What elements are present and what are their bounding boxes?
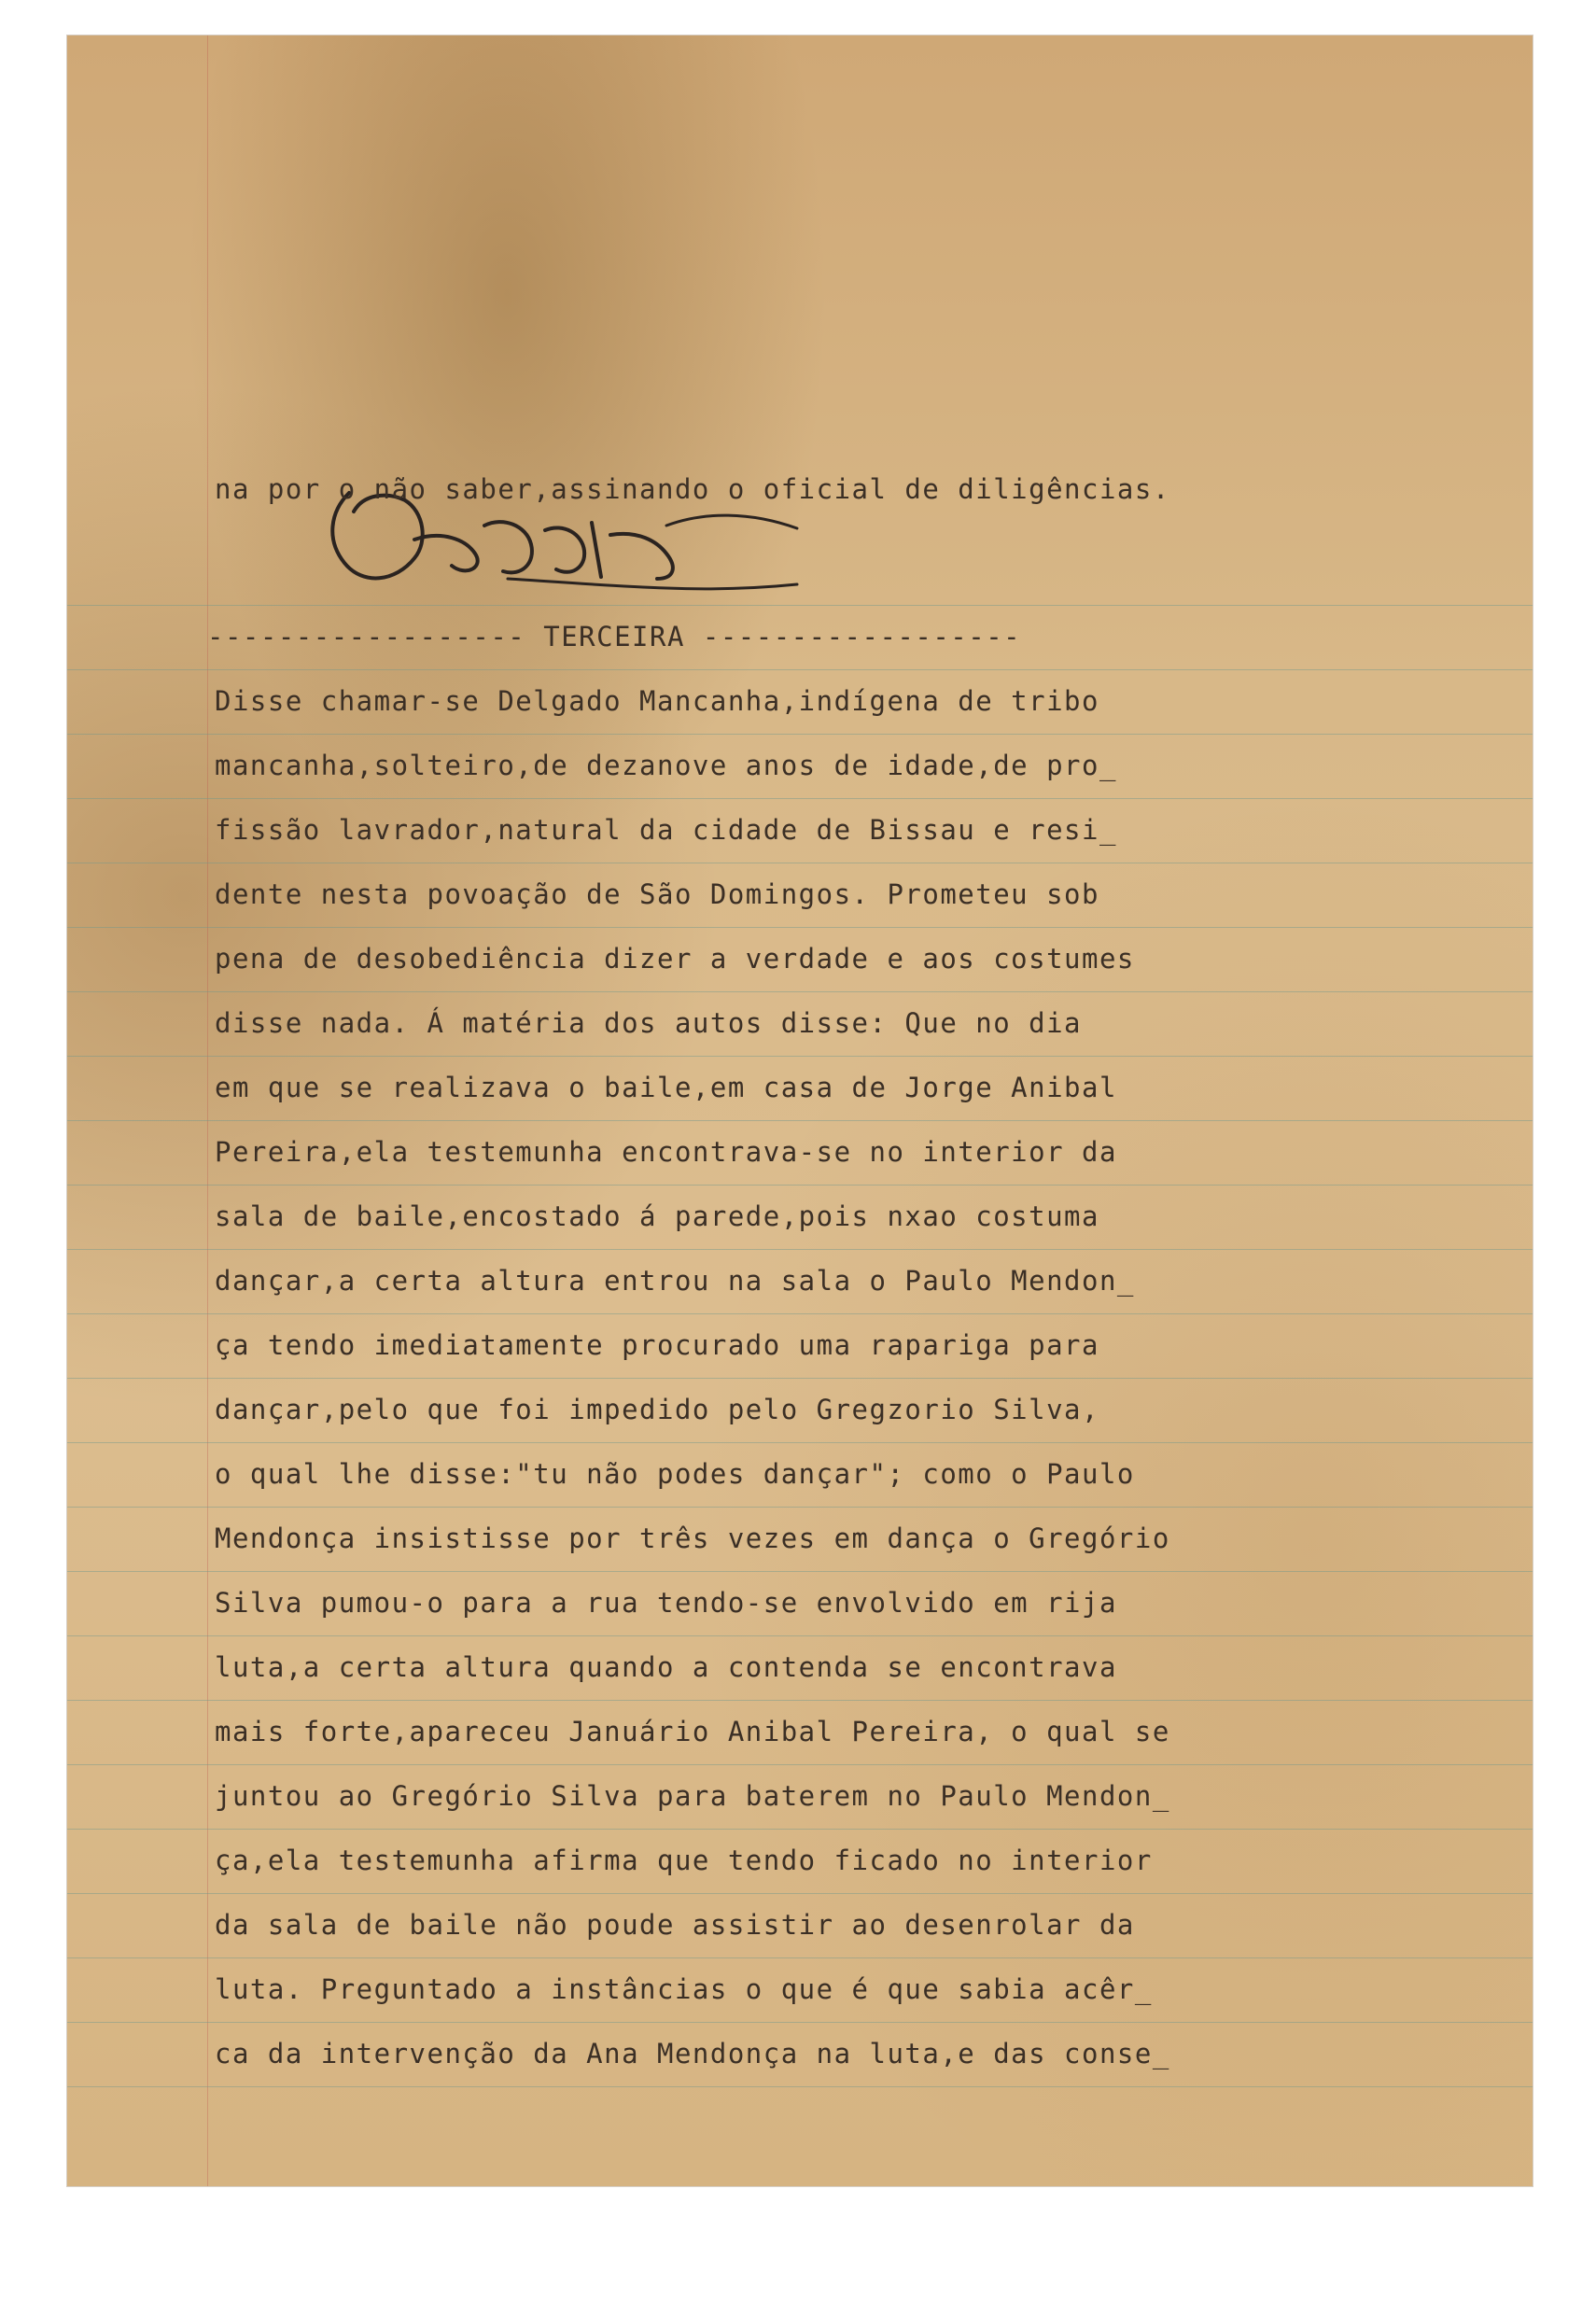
text-line: Pereira,ela testemunha encontrava-se no interior da (215, 1136, 1117, 1168)
text-line: ça tendo imediatamente procurado uma rapariga para (215, 1329, 1099, 1361)
ruled-line (67, 1378, 1533, 1379)
text-line: dançar,pelo que foi impedido pelo Gregzorio Silva, (215, 1394, 1099, 1425)
text-line: mais forte,apareceu Januário Anibal Pereira, o qual se (215, 1716, 1170, 1747)
text-line: ------------------ TERCEIRA ------------------ (207, 621, 1022, 652)
text-line: juntou ao Gregório Silva para baterem no Paulo Mendon_ (215, 1780, 1170, 1812)
text-line: fissão lavrador,natural da cidade de Bissau e resi_ (215, 814, 1117, 846)
ruled-line (67, 1056, 1533, 1057)
text-line: dente nesta povoação de São Domingos. Prometeu sob (215, 878, 1099, 910)
ruled-line (67, 669, 1533, 670)
ruled-line (67, 2022, 1533, 2023)
ruled-line (67, 991, 1533, 992)
text-line: luta. Preguntado a instâncias o que é que sabia acêr_ (215, 1973, 1153, 2005)
text-line: mancanha,solteiro,de dezanove anos de idade,de pro_ (215, 750, 1117, 781)
text-line: pena de desobediência dizer a verdade e aos costumes (215, 943, 1135, 975)
ruled-line (67, 1829, 1533, 1830)
ruled-line (67, 605, 1533, 606)
text-line: disse nada. Á matéria dos autos disse: Que no dia (215, 1007, 1083, 1039)
text-line: Silva pumou-o para a rua tendo-se envolvido em rija (215, 1587, 1117, 1619)
text-line: o qual lhe disse:"tu não podes dançar"; como o Paulo (215, 1458, 1135, 1490)
text-line: Mendonça insistisse por três vezes em dança o Gregório (215, 1522, 1170, 1554)
document-page (67, 35, 1533, 2186)
ruled-line (67, 1571, 1533, 1572)
text-line: da sala de baile não poude assistir ao desenrolar da (215, 1909, 1135, 1941)
ruled-line (67, 798, 1533, 799)
ruled-line (67, 1185, 1533, 1186)
text-line: luta,a certa altura quando a contenda se encontrava (215, 1651, 1117, 1683)
text-line: em que se realizava o baile,em casa de Jorge Anibal (215, 1072, 1117, 1103)
ruled-line (67, 927, 1533, 928)
ruled-line (67, 1313, 1533, 1314)
ruled-line (67, 1507, 1533, 1508)
text-line: ça,ela testemunha afirma que tendo ficado no interior (215, 1845, 1153, 1876)
ruled-line (67, 1120, 1533, 1121)
ruled-line (67, 1764, 1533, 1765)
text-line: Disse chamar-se Delgado Mancanha,indígena de tribo (215, 685, 1099, 717)
ruled-line (67, 1893, 1533, 1894)
margin-line (207, 35, 208, 2186)
text-line: dançar,a certa altura entrou na sala o Paulo Mendon_ (215, 1265, 1135, 1297)
ruled-line (67, 734, 1533, 735)
text-line: sala de baile,encostado á parede,pois nxao costuma (215, 1200, 1099, 1232)
ruled-line (67, 1249, 1533, 1250)
ruled-line (67, 1442, 1533, 1443)
text-line: ca da intervenção da Ana Mendonça na luta,e das conse_ (215, 2038, 1170, 2069)
ruled-line (67, 1635, 1533, 1636)
ruled-line (67, 2086, 1533, 2087)
ruled-line (67, 1700, 1533, 1701)
text-line: na por o não saber,assinando o oficial de diligências. (215, 473, 1170, 505)
ruled-line (67, 1957, 1533, 1958)
